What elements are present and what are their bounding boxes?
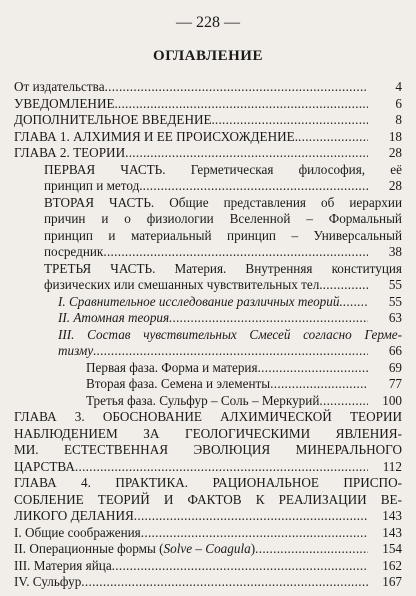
dot-leader	[298, 129, 368, 145]
toc-page-number: 167	[382, 574, 402, 589]
toc-entry-title-text: ГЛАВА 2. ТЕОРИИ	[14, 145, 126, 160]
toc-page-number: 55	[388, 277, 402, 292]
dot-leader	[323, 277, 368, 293]
toc-entry-title-text: От издательства	[14, 79, 105, 94]
toc-entry-title-last-line	[58, 294, 368, 310]
dot-leader	[169, 310, 368, 326]
dot-leader	[143, 178, 368, 194]
toc-entry-title-text: тизму	[58, 343, 94, 358]
toc-entry-title-line: НАБЛЮДЕНИЕМ ЗА ГЕОЛОГИЧЕСКИМИ ЯВЛЕНИЯ-	[14, 425, 402, 441]
toc-entry-title-last-line	[58, 343, 368, 359]
toc-entry-title-last-line	[14, 558, 368, 574]
toc-entry-title-line: причин и о физиологии Вселенной – Формальный	[44, 211, 402, 226]
toc-page-number: 28	[388, 178, 402, 193]
toc-entry-title-line: принцип и материальный принцип – Универсальный	[44, 227, 402, 243]
toc-page-number: 143	[382, 508, 402, 523]
toc-page-number: 162	[382, 557, 402, 573]
toc-page-number: 143	[382, 524, 402, 540]
dot-leader	[319, 393, 368, 409]
toc-page-number: 69	[388, 359, 402, 375]
toc-entry-title-text: УВЕДОМЛЕНИЕ.	[14, 95, 118, 111]
toc-page-number: 63	[388, 310, 402, 325]
toc-entry-title-last-line	[14, 508, 368, 524]
toc-entry-title-line: МИ. ЕСТЕСТВЕННАЯ ЭВОЛЮЦИЯ МИНЕРАЛЬНОГО	[14, 442, 402, 457]
toc-entry-title-last-line	[14, 79, 368, 95]
toc-page-number: 77	[388, 376, 402, 391]
dot-leader	[134, 508, 368, 524]
toc-entry-title-text: IV. Сульфур	[14, 574, 82, 589]
toc-entry-title-last-line	[14, 96, 368, 112]
toc-entry-title-line: III. Состав чувствительных Смесей согласно Герме-	[58, 326, 402, 342]
toc-entry-title-text: II. Атомная теория	[58, 310, 170, 325]
page-number: — 228 —	[176, 14, 240, 31]
dot-leader	[75, 459, 368, 475]
toc-page-number: 154	[382, 541, 402, 556]
toc-entry-title-last-line	[14, 459, 368, 475]
dot-leader	[112, 558, 368, 574]
toc-entry-title-last-line	[44, 244, 368, 260]
dot-leader	[258, 360, 368, 376]
toc-entry-title-last-line	[14, 574, 368, 590]
toc-entry-title-text: ДОПОЛНИТЕЛЬНОЕ ВВЕДЕНИЕ.	[14, 112, 215, 127]
toc-entry-title-line: ГЛАВА 3. ОБОСНОВАНИЕ АЛХИМИЧЕСКОЙ ТЕОРИИ	[14, 409, 402, 424]
toc-entry-title-last-line	[14, 541, 368, 557]
toc-heading: ОГЛАВЛЕНИЕ	[153, 48, 263, 64]
dot-leader	[255, 541, 368, 557]
dot-leader	[270, 376, 368, 392]
dot-leader	[105, 79, 368, 95]
toc-page-number: 6	[395, 95, 402, 111]
toc-page-number: 28	[388, 145, 402, 160]
toc-page-number: 38	[388, 244, 402, 259]
toc-entry-title-text: ЛИКОГО ДЕЛАНИЯ	[14, 508, 134, 523]
toc-entry-title-last-line	[44, 277, 368, 293]
toc-page-number: 55	[388, 293, 402, 309]
toc-entry-title-line: СОБЛЕНИЕ ТЕОРИЙ И ФАКТОВ К РЕАЛИЗАЦИИ ВЕ-	[14, 491, 402, 507]
dot-leader	[93, 343, 368, 359]
dot-leader	[81, 574, 368, 590]
latin-phrase: Solve – Coagula	[163, 541, 251, 556]
toc-entry-title-line: ПЕРВАЯ ЧАСТЬ. Герметическая философия, её	[44, 161, 402, 177]
toc-entry-title-last-line	[14, 145, 368, 161]
toc-entry-title-text: I. Сравнительное исследование различных теорий	[58, 293, 340, 309]
toc-entry-title-line: ГЛАВА 4. ПРАКТИКА. РАЦИОНАЛЬНОЕ ПРИСПО-	[14, 475, 402, 490]
toc-entry-title-text: физических или смешанных чувствительных тел.	[44, 277, 323, 292]
toc-entry-title-text: I. Общие соображения	[14, 524, 141, 540]
toc-page-number: 4	[395, 79, 402, 94]
toc-entry-title-text: принцип и метод.	[44, 178, 143, 193]
toc-page-number: 100	[382, 392, 402, 408]
toc-entry-title-text: Первая фаза. Форма и материя	[86, 359, 258, 375]
toc-entry-title-text: Вторая фаза. Семена и элементы	[86, 376, 271, 391]
toc-entry-title-last-line	[86, 360, 368, 376]
toc-entry-title-text: Третья фаза. Сульфур – Соль – Меркурий	[86, 392, 320, 408]
toc-entry-title-last-line	[86, 376, 368, 392]
toc-page-number: 112	[382, 458, 402, 474]
toc-entry-title-last-line	[58, 310, 368, 326]
toc-entry-title-line: ТРЕТЬЯ ЧАСТЬ. Материя. Внутренняя конституция	[44, 260, 402, 276]
toc-entry-title-last-line	[86, 393, 368, 409]
toc-entry-title-last-line	[14, 129, 368, 145]
dot-leader	[118, 96, 368, 112]
toc-page-number: 66	[388, 343, 402, 358]
toc-page-number: 18	[388, 128, 402, 144]
toc-entry-title-text: ГЛАВА 1. АЛХИМИЯ И ЕЕ ПРОИСХОЖДЕНИЕ.	[14, 128, 298, 144]
toc-entry-title-last-line	[14, 525, 368, 541]
toc-entry-title-last-line	[14, 112, 368, 128]
toc-entry-title-text: III. Материя яйца	[14, 557, 112, 573]
dot-leader	[141, 525, 368, 541]
dot-leader	[215, 112, 368, 128]
toc-entry-title-line: ВТОРАЯ ЧАСТЬ. Общие представления об иерархии	[44, 194, 402, 210]
toc-entry-title-text: ЦАРСТВА	[14, 458, 75, 474]
toc-page-number: 8	[395, 112, 402, 127]
dot-leader	[125, 145, 368, 161]
toc-entry-title-text: посредник	[44, 244, 104, 259]
toc-entry-title-text: II. Операционные формы (Solve – Coagula)	[14, 541, 256, 556]
dot-leader	[103, 244, 368, 260]
toc-entry-title-last-line	[44, 178, 368, 194]
dot-leader	[339, 294, 368, 310]
